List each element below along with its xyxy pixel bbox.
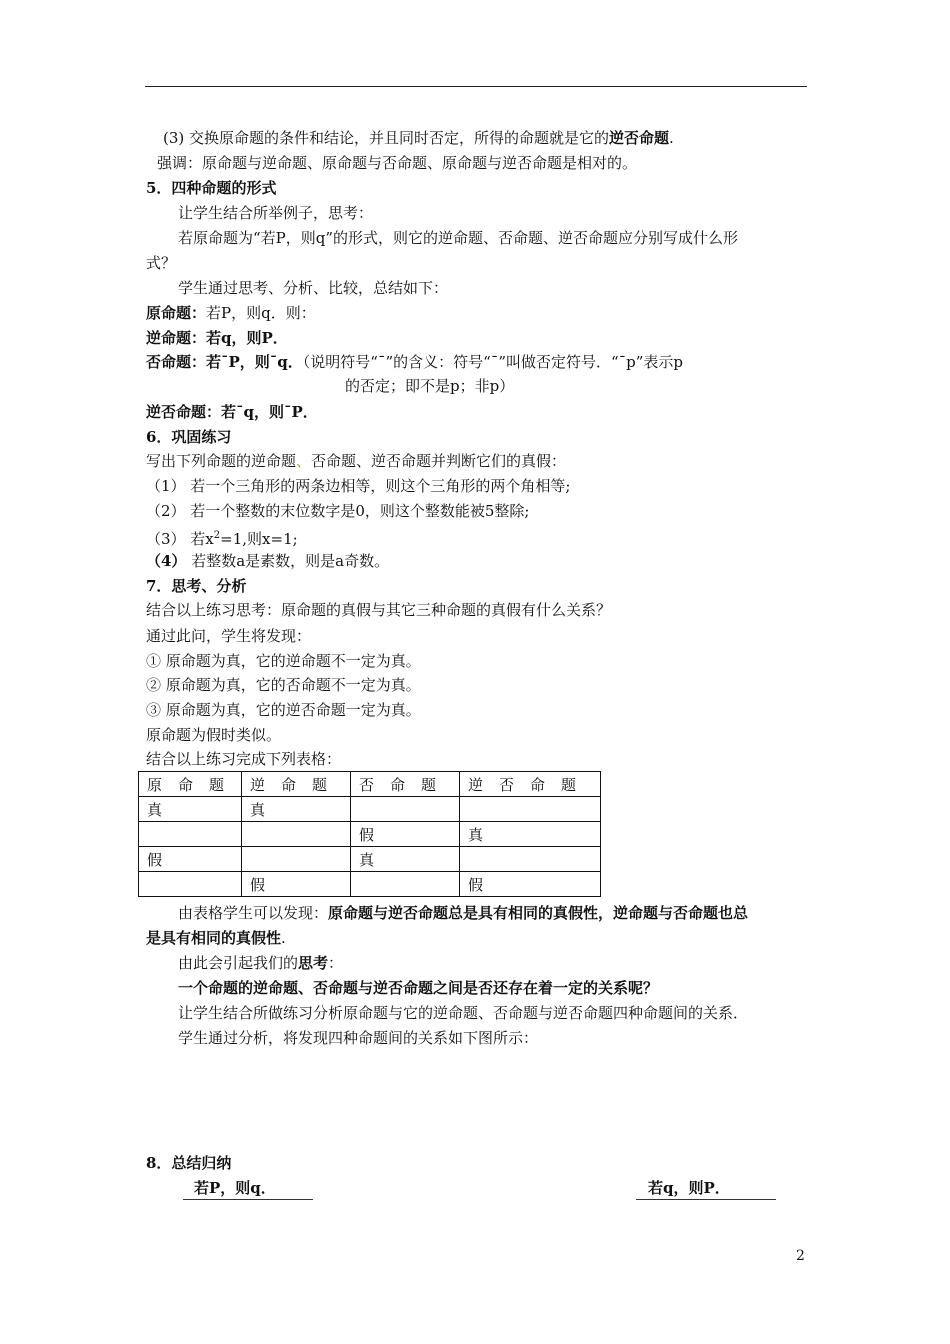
paragraph-think-lead <box>178 953 343 973</box>
negation-symbol: ¯ <box>284 403 292 421</box>
section-heading-7: 7．思考、分析 <box>146 577 247 595</box>
text: q，则 <box>243 403 285 421</box>
exercise-3 <box>146 526 298 549</box>
negation-symbol: ¯ <box>618 353 627 371</box>
text: （说明符号“ <box>302 353 378 371</box>
text-emphasis: 是具有相同的真假性 <box>146 929 282 947</box>
negation-symbol: ¯ <box>236 403 244 421</box>
text: 若P，则q．则： <box>206 304 316 322</box>
table-cell: 真 <box>139 797 242 822</box>
paragraph-diagram-intro: 学生通过分析，将发现四种命题间的关系如下图所示： <box>178 1029 539 1047</box>
text: ”的含义：符号“ <box>385 353 491 371</box>
table-row <box>139 847 601 872</box>
negation-symbol: ¯ <box>221 353 229 371</box>
exercise-2: （2） 若一个整数的末位数字是0，则这个整数能被5整除; <box>146 502 530 520</box>
text: (3) 交换原命题的条件和结论，并且同时否定，所得的命题就是它的 <box>163 129 610 147</box>
text: p”表示p <box>626 353 684 371</box>
form-converse: 逆命题：若q，则P． <box>146 329 288 347</box>
paragraph-contrapositive-def <box>163 128 674 148</box>
paragraph-think-prompt: 让学生结合所举例子，思考： <box>178 204 374 222</box>
paragraph-summary-intro: 学生通过思考、分析、比较，总结如下： <box>178 279 449 297</box>
paragraph-analysis-task: 让学生结合所做练习分析原命题与它的逆命题、否命题与逆否命题四种命题间的关系． <box>178 1004 749 1022</box>
section-heading-6: 6．巩固练习 <box>146 428 232 446</box>
underline <box>183 1199 313 1200</box>
text: 若整数a是素数，则是a奇数。 <box>186 552 390 570</box>
table-cell <box>351 872 460 897</box>
truth-table <box>138 771 601 897</box>
text: 、 <box>296 452 312 470</box>
table-cell: 假 <box>351 822 460 847</box>
text: q． <box>277 353 303 371</box>
text: . <box>281 929 286 947</box>
text: ： <box>328 954 344 972</box>
negation-symbol: ¯ <box>269 353 278 371</box>
text: P． <box>291 403 318 421</box>
underline <box>636 1199 776 1200</box>
negation-symbol: ¯ <box>490 353 499 371</box>
table-header-row <box>139 772 601 797</box>
paragraph-table-intro: 结合以上练习完成下列表格： <box>146 750 342 768</box>
text: P，则 <box>228 353 270 371</box>
text: 逆否命题：若 <box>146 403 237 421</box>
table-cell <box>351 797 460 822</box>
form-contrapositive <box>146 402 318 422</box>
exercise-instruction <box>146 451 566 471</box>
exercise-4 <box>146 551 389 571</box>
table-cell: 假 <box>242 872 351 897</box>
section-heading-5: 5．四种命题的形式 <box>146 179 277 197</box>
text-emphasis: 原命题与逆否命题总是具有相同的真假性，逆命题与否命题也总 <box>328 904 749 922</box>
paragraph-table-conclusion-cont <box>146 928 286 948</box>
label-original: 原命题： <box>146 304 207 322</box>
paragraph-question: 若原命题为“若P，则q”的形式，则它的逆命题、否命题、逆否命题应分别写成什么形 <box>178 229 739 247</box>
table-row <box>139 872 601 897</box>
table-cell: 真 <box>351 847 460 872</box>
paragraph-false-case: 原命题为假时类似。 <box>146 726 282 744</box>
finding-1: ① 原命题为真，它的逆命题不一定为真。 <box>146 652 421 670</box>
table-header-cell: 否命题 <box>351 772 460 797</box>
finding-2: ② 原命题为真，它的否命题不一定为真。 <box>146 676 421 694</box>
table-header-cell: 逆命题 <box>242 772 351 797</box>
text: 由表格学生可以发现： <box>178 904 329 922</box>
text-emphasis: 思考 <box>298 954 329 972</box>
summary-converse: 若q，则P． <box>648 1179 730 1197</box>
finding-3: ③ 原命题为真，它的逆否命题一定为真。 <box>146 701 421 719</box>
exercise-1: （1） 若一个三角形的两条边相等，则这个三角形的两个角相等; <box>146 477 571 495</box>
page-number: 2 <box>796 1248 805 1264</box>
form-inverse-note: 的否定；即不是p；非p） <box>345 377 515 395</box>
form-original <box>146 303 316 323</box>
table-cell: 真 <box>242 797 351 822</box>
text: （4） <box>146 552 187 570</box>
text: ”叫做否定符号．“ <box>498 353 619 371</box>
text: 写出下列命题的逆命题 <box>146 452 297 470</box>
table-cell <box>139 872 242 897</box>
label-inverse: 否命题：若 <box>146 353 222 371</box>
paragraph-table-conclusion <box>178 903 748 923</box>
negation-symbol: ¯ <box>377 353 386 371</box>
text: 由此会引起我们的 <box>178 954 299 972</box>
table-cell <box>139 822 242 847</box>
table-cell: 真 <box>460 822 601 847</box>
paragraph-question-cont: 式？ <box>146 254 177 272</box>
table-cell <box>460 847 601 872</box>
table-cell: 假 <box>139 847 242 872</box>
text: =1,则x=1; <box>220 530 298 548</box>
section-heading-8: 8．总结归纳 <box>146 1154 232 1172</box>
form-inverse <box>146 352 683 372</box>
paragraph-emphasis: 强调：原命题与逆命题、原命题与否命题、原命题与逆否命题是相对的。 <box>157 154 638 172</box>
paragraph-key-question: 一个命题的逆命题、否命题与逆否命题之间是否还存在着一定的关系呢？ <box>178 979 659 997</box>
paragraph-relation-question: 结合以上练习思考：原命题的真假与其它三种命题的真假有什么关系？ <box>146 601 612 619</box>
superscript: 2 <box>213 530 221 541</box>
table-cell <box>242 822 351 847</box>
table-row <box>139 822 601 847</box>
text: （3） 若x <box>146 530 214 548</box>
summary-original: 若P，则q． <box>194 1179 276 1197</box>
term-contrapositive: 逆否命题 <box>609 129 670 147</box>
paragraph-discovery: 通过此问，学生将发现： <box>146 627 312 645</box>
table-cell <box>460 797 601 822</box>
table-header-cell: 原命题 <box>139 772 242 797</box>
text: . <box>669 129 674 147</box>
header-rule <box>145 86 807 87</box>
table-cell: 假 <box>460 872 601 897</box>
table-row <box>139 797 601 822</box>
table-header-cell: 逆否命题 <box>460 772 601 797</box>
text: 否命题、逆否命题并判断它们的真假： <box>311 452 567 470</box>
table-cell <box>242 847 351 872</box>
